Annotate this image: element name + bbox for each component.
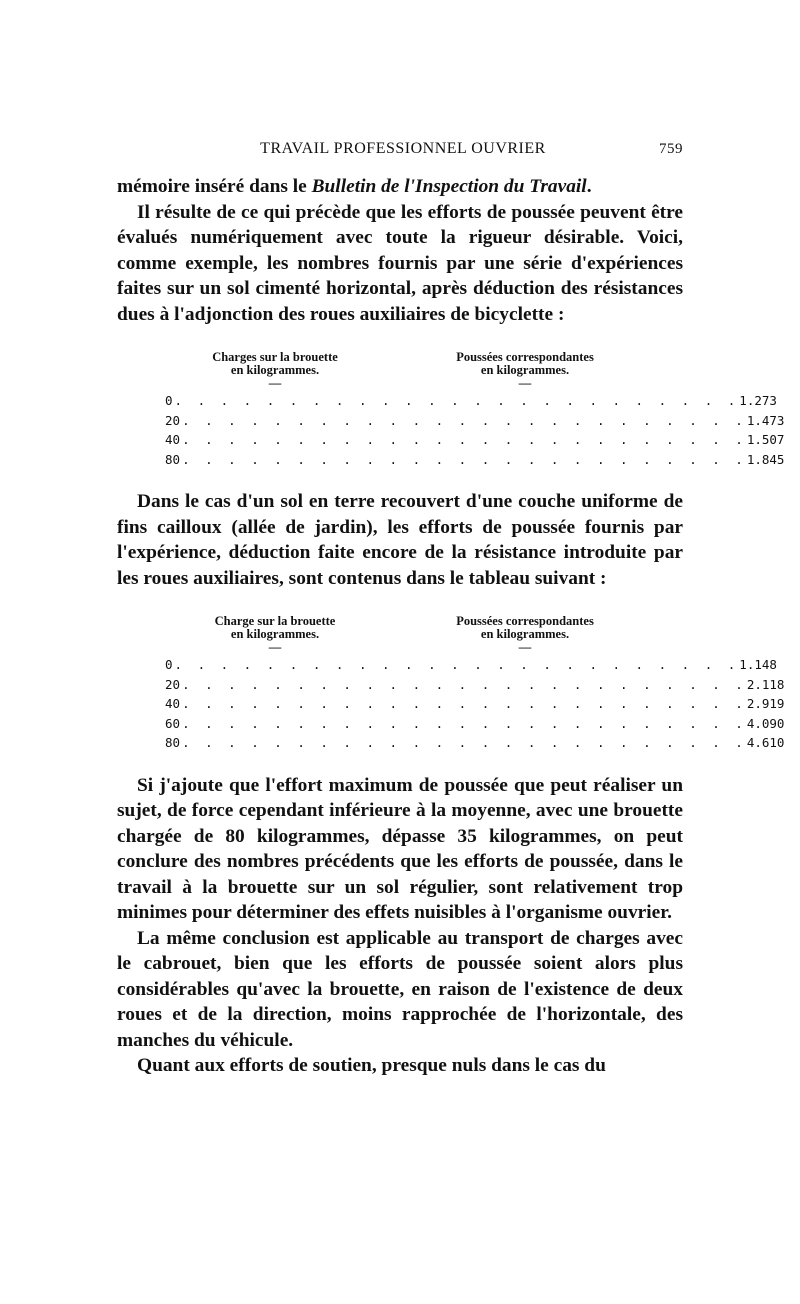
running-title: TRAVAIL PROFESSIONNEL OUVRIER xyxy=(260,140,546,157)
load-value: 40 xyxy=(165,696,181,711)
leader-dots: . . . . . . . . . . . . . . . . . . . . . . . . . xyxy=(182,735,747,750)
page-number: 759 xyxy=(659,141,683,157)
paragraph-5: La même conclusion est applicable au transport de charges avec le cabrouet, bien que les efforts de poussée soient alors plus considérables qu'avec la brouette, en raison de l'existence de deux roues et de la direction, moins rapprochée de l'horizontale, des manches du véhicule. xyxy=(117,927,683,1051)
push-value: 1.845 xyxy=(746,451,785,467)
table-row xyxy=(165,733,785,753)
book-page xyxy=(117,140,785,1079)
load-value: 80 xyxy=(165,735,181,750)
leader-dots: . . . . . . . . . . . . . . . . . . . . . . . . . xyxy=(182,676,747,692)
paragraph-1 xyxy=(117,174,683,200)
table-gravel-floor xyxy=(165,614,785,753)
leader-dots: . . . . . . . . . . . . . . . . . . . . . . . . . xyxy=(182,715,747,731)
push-value: 4.610 xyxy=(746,735,785,750)
para1-text: mémoire inséré dans le xyxy=(117,176,312,197)
load-value: 0 xyxy=(165,393,173,408)
paragraph-6: Quant aux efforts de soutien, presque nuls dans le cas du xyxy=(137,1055,606,1076)
leader-dots: . . . . . . . . . . . . . . . . . . . . . . . . . xyxy=(182,432,747,447)
table-row xyxy=(165,714,785,734)
load-value: 60 xyxy=(165,715,181,731)
table1-rows xyxy=(165,391,785,469)
table1-dashes: — — xyxy=(268,376,532,390)
bulletin-title: Bulletin de l'Inspection du Travail xyxy=(311,176,587,197)
table2-rows xyxy=(165,655,785,753)
push-value: 1.148 xyxy=(739,657,777,672)
table-row xyxy=(165,450,785,470)
table-row xyxy=(165,391,777,411)
load-value: 0 xyxy=(165,657,173,672)
paragraph-2: Il résulte de ce qui précède que les efforts de poussée peuvent être évalués numériquement avec toute la rigueur désirable. Voici, comme exemple, les nombres fournis par une série d'expériences faites sur un sol cimenté horizontal, après déduction des résistances dues à l'adjonction des roues auxiliaires de bicyclette : xyxy=(117,201,683,325)
table-row xyxy=(165,675,785,695)
push-value: 1.273 xyxy=(739,393,777,408)
leader-dots: . . . . . . . . . . . . . . . . . . . . . . . . . xyxy=(174,393,740,408)
paragraph-3: Dans le cas d'un sol en terre recouvert d'une couche uniforme de fins cailloux (allée de jardin), les efforts de poussée fournis par l'expérience, déduction faite encore de la résistance introduite par les roues auxiliaires, sont contenus dans le tableau suivant : xyxy=(117,491,683,589)
paragraph-4: Si j'ajoute que l'effort maximum de poussée que peut réaliser un sujet, de force cependant inférieure à la moyenne, avec une brouette chargée de 80 kilogrammes, dépasse 35 kilogrammes, on peut conclure des nombres précédents que les efforts de poussée, dans le travail à la brouette sur un sol régulier, sont relativement trop minimes pour déterminer des effets nuisibles à l'organisme ouvrier. xyxy=(117,774,683,923)
para1-end: . xyxy=(586,176,592,197)
load-value: 20 xyxy=(165,412,181,428)
table-row xyxy=(165,694,785,714)
load-value: 80 xyxy=(165,451,181,467)
table-row xyxy=(165,430,785,450)
leader-dots: . . . . . . . . . . . . . . . . . . . . . . . . . xyxy=(174,657,740,672)
table2-dashes: — — xyxy=(268,640,532,654)
table2-col-load: Charge sur la brouette en kilogrammes. xyxy=(214,614,336,641)
push-value: 1.473 xyxy=(746,412,785,428)
running-header xyxy=(117,140,683,174)
push-value: 2.919 xyxy=(746,696,785,711)
push-value: 4.090 xyxy=(746,715,785,731)
leader-dots: . . . . . . . . . . . . . . . . . . . . . . . . . xyxy=(182,412,747,428)
table-cemented-floor xyxy=(165,350,785,469)
table1-col-push: Poussées correspondantes en kilogrammes. xyxy=(456,350,594,377)
leader-dots: . . . . . . . . . . . . . . . . . . . . . . . . . xyxy=(182,696,747,711)
leader-dots: . . . . . . . . . . . . . . . . . . . . . . . . . xyxy=(182,451,747,467)
table2-col-push: Poussées correspondantes en kilogrammes. xyxy=(456,614,594,641)
load-value: 40 xyxy=(165,432,181,447)
table1-col-load: Charges sur la brouette en kilogrammes. xyxy=(212,350,338,377)
push-value: 2.118 xyxy=(746,676,785,692)
table1-header xyxy=(165,351,635,377)
push-value: 1.507 xyxy=(746,432,785,447)
load-value: 20 xyxy=(165,676,181,692)
table-row xyxy=(165,655,777,675)
table-row xyxy=(165,411,785,431)
table2-header xyxy=(165,615,635,641)
